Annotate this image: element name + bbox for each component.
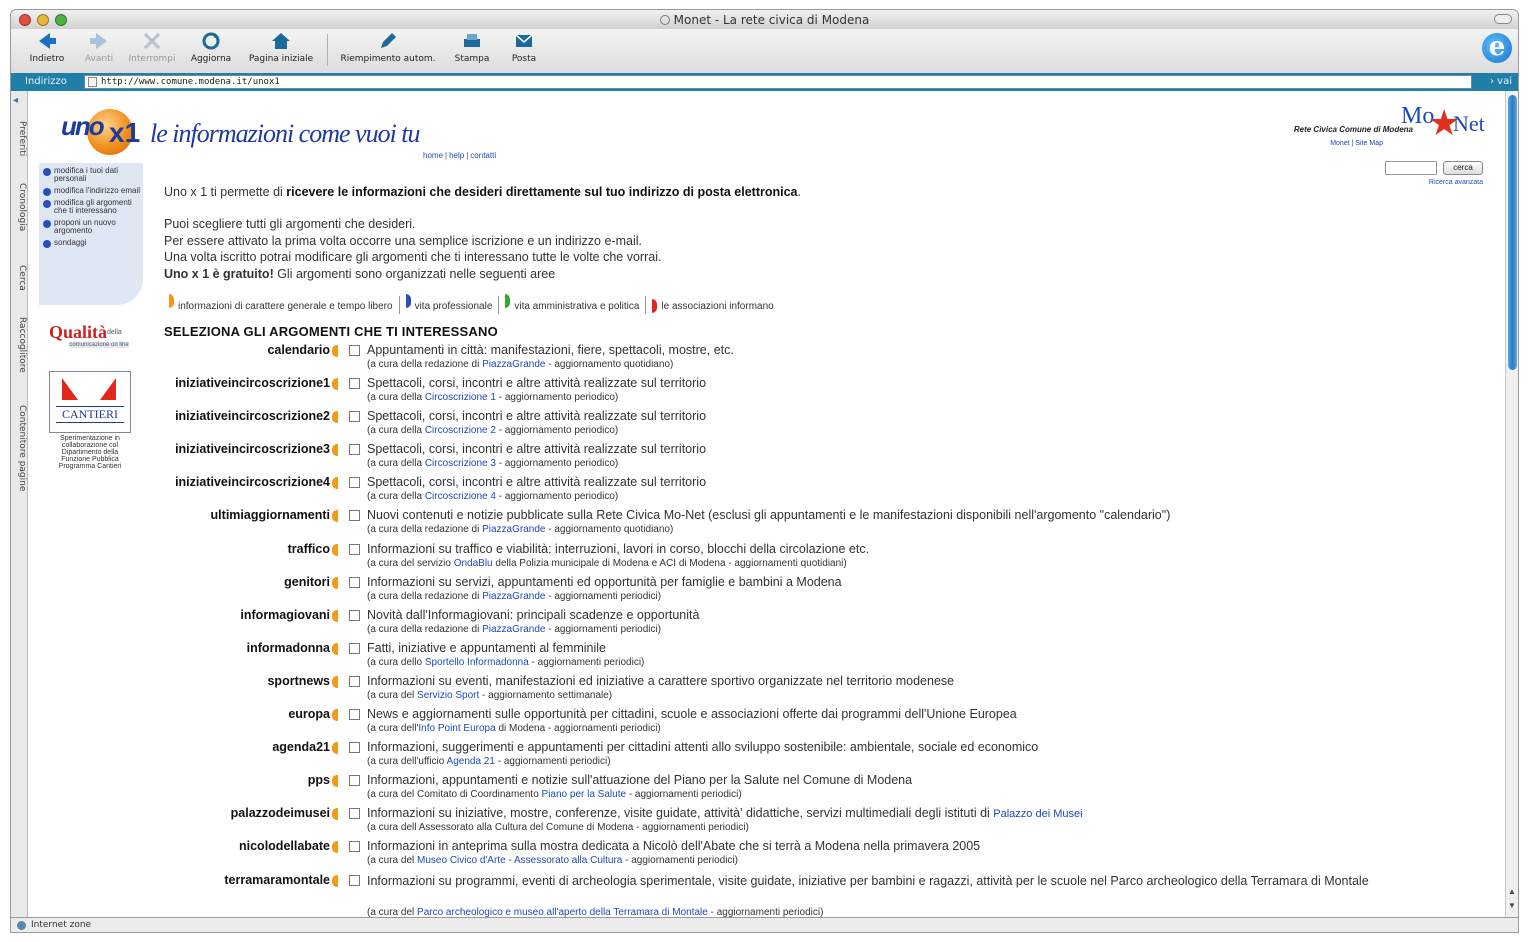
topic-row: [29, 872, 1505, 917]
topic-source-link[interactable]: Parco archeologico e museo all'aperto della Terramara di Montale: [417, 906, 708, 917]
topic-source-link[interactable]: Info Point Europa: [418, 723, 496, 735]
back-arrow-icon: [36, 31, 58, 51]
topic-source: [367, 624, 661, 635]
window-title: [11, 13, 1518, 27]
scrollbar-thumb[interactable]: [1508, 95, 1517, 370]
topic-arrow-icon: [332, 643, 338, 655]
topic-arrow-icon: [332, 510, 338, 522]
web-page: [29, 91, 1505, 917]
topic-name: calendario: [267, 343, 330, 357]
topic-description: [367, 839, 980, 853]
menu-item-label: modifica i tuoi dati personali: [54, 166, 119, 183]
search-button[interactable]: cerca: [1443, 161, 1483, 175]
intro-tail: .: [797, 185, 801, 199]
unox1-logo[interactable]: [61, 103, 139, 159]
topic-arrow-icon: [332, 577, 338, 589]
topic-checkbox[interactable]: [349, 808, 360, 819]
topic-source-prefix: (a cura del servizio: [367, 557, 454, 569]
topic-source: [367, 822, 749, 833]
topic-name: informagiovani: [240, 607, 330, 622]
area-separator: [498, 296, 499, 314]
link-contatti[interactable]: contatti: [470, 151, 497, 160]
topic-description: [367, 674, 954, 688]
tab-raccoglitore[interactable]: Raccoglitore: [17, 317, 27, 373]
menu-item-modifica-dati[interactable]: [43, 167, 140, 183]
printer-icon: [461, 31, 483, 51]
topic-description-text: Spettacoli, corsi, incontri e altre attività realizzate sul territorio: [367, 376, 707, 391]
topic-arrow-icon: [332, 676, 338, 688]
bullet-icon: [43, 220, 51, 228]
globe-icon: [17, 921, 26, 930]
topic-name: genitori: [284, 574, 330, 589]
topic-description-text: News e aggiornamenti sulle opportunità per cittadini, scuole e associazioni offerte dai programmi dell'Unione Europea: [367, 707, 1017, 722]
topic-source: [367, 524, 673, 535]
topic-row: [29, 773, 1505, 806]
topic-checkbox[interactable]: [349, 577, 360, 588]
topic-arrow-icon: [332, 709, 338, 721]
topic-name: agenda21: [272, 740, 330, 755]
topic-name: iniziativeincircoscrizione1: [175, 376, 330, 391]
topic-row: [29, 343, 1505, 376]
topic-description-text: Appuntamenti in città: manifestazioni, fiere, spettacoli, mostre, etc.: [367, 343, 734, 357]
topic-description-text: Spettacoli, corsi, incontri e altre attività realizzate sul territorio: [367, 409, 707, 424]
topic-source-suffix: - aggiornamenti periodici): [626, 789, 742, 801]
topic-description-text: Informazioni su eventi, manifestazioni ed iniziative a carattere sportivo organizzate nel territorio modenese: [367, 673, 955, 688]
topic-source-link[interactable]: Circoscrizione 2: [424, 425, 496, 437]
topic-source-suffix: - aggiornamenti periodici): [494, 756, 611, 768]
topic-arrow-icon: [332, 378, 338, 390]
topic-checkbox[interactable]: [349, 875, 360, 886]
area-marker-icon: [652, 299, 657, 313]
stop-x-icon: [141, 31, 163, 51]
topic-row: [29, 475, 1505, 508]
topic-source-suffix: della Polizia municipale di Modena e ACI di Modena - aggiornamenti quotidiani): [492, 557, 847, 569]
topic-source-link[interactable]: PiazzaGrande: [482, 590, 546, 602]
topic-source-prefix: (a cura della: [367, 491, 425, 503]
autofill-pencil-icon: [377, 31, 399, 51]
topic-source-suffix: - aggiornamenti periodici): [707, 906, 824, 917]
window-titlebar: [10, 9, 1519, 29]
topic-source: [367, 789, 742, 800]
mail-button[interactable]: [505, 31, 543, 64]
topic-source: [367, 855, 738, 866]
logo-uno-text: uno: [61, 111, 103, 141]
topic-description: [367, 806, 1083, 820]
monet-logo[interactable]: [1395, 103, 1493, 147]
tab-contenitore-pagine[interactable]: Contenitore pagine: [17, 405, 27, 492]
window-title-text: Monet - La rete civica di Modena: [673, 13, 870, 27]
menu-item-label: sondaggi: [54, 238, 87, 247]
area-label: vita amministrativa e politica: [514, 301, 640, 312]
topic-name: nicolodellabate: [239, 839, 330, 854]
topics-list: [29, 343, 1505, 917]
topic-name: pps: [307, 773, 330, 788]
topic-source-link[interactable]: Museo Civico d'Arte - Assessorato alla Cultura: [417, 855, 623, 867]
topic-source-prefix: (a cura dell'ufficio: [367, 756, 447, 768]
topic-description-text: Fatti, iniziative e appuntamenti al femminile: [367, 640, 607, 655]
address-bar: [10, 73, 1519, 91]
areas-legend: [169, 296, 780, 318]
top-links: home | help | contatti: [423, 151, 497, 160]
forward-label: Avanti: [84, 54, 114, 64]
topic-row: [29, 839, 1505, 872]
topic-row: [29, 442, 1505, 475]
topic-source-link[interactable]: Servizio Sport: [417, 689, 480, 701]
topic-source: [367, 392, 618, 403]
topic-checkbox[interactable]: [349, 676, 360, 687]
menu-item-modifica-email[interactable]: [43, 187, 140, 195]
tab-preferiti[interactable]: Preferiti: [17, 121, 27, 157]
topic-source-suffix: - aggiornamento periodico): [495, 491, 619, 503]
topic-source-prefix: (a cura della redazione di: [367, 623, 483, 635]
rete-civica-label: Rete Civica Comune di Modena: [1293, 125, 1413, 134]
toolbar-separator: [327, 34, 328, 66]
address-url: http://www.comune.modena.it/unox1: [101, 77, 280, 87]
star-icon: ★: [1428, 102, 1461, 143]
topic-description: [367, 343, 734, 357]
topic-checkbox[interactable]: [349, 742, 360, 753]
topic-row: [29, 806, 1505, 839]
area-marker-icon: [406, 294, 411, 308]
topic-arrow-icon: [332, 775, 338, 787]
monet-branding: [1243, 102, 1493, 186]
mail-label: Posta: [511, 54, 537, 64]
topic-name: palazzodeimusei: [230, 806, 330, 821]
explorer-side-tabs: [10, 91, 28, 917]
topic-description: [367, 740, 1038, 754]
topic-source: [367, 657, 644, 668]
page-icon: [88, 77, 97, 87]
instruction-line: Puoi scegliere tutti gli argomenti che desideri.: [164, 217, 416, 231]
qualita-subtitle: comunicazione on line: [69, 342, 129, 348]
stop-button[interactable]: [127, 31, 177, 64]
refresh-label: Aggiorna: [190, 54, 232, 64]
topic-source: [367, 591, 661, 602]
home-label: Pagina iniziale: [248, 54, 314, 64]
topic-source-suffix: - aggiornamenti periodici): [545, 590, 662, 602]
topic-source-prefix: (a cura della redazione di: [367, 359, 483, 370]
topic-name: informadonna: [246, 640, 330, 655]
topic-arrow-icon: [332, 808, 338, 820]
area-separator: [645, 296, 646, 314]
topic-source-suffix: - aggiornamenti periodici): [528, 656, 645, 668]
topic-source-prefix: (a cura del: [367, 906, 418, 917]
monet-logo-mo: Mo: [1401, 103, 1435, 129]
collapse-arrow-icon[interactable]: ◂: [13, 95, 19, 106]
topic-row: [29, 409, 1505, 442]
topic-source-link[interactable]: Piano per la Salute: [541, 789, 627, 801]
topic-source-link[interactable]: PiazzaGrande: [482, 623, 546, 635]
topic-row: [29, 740, 1505, 773]
topic-name: ultimiaggiornamenti: [210, 508, 330, 523]
status-bar: [10, 917, 1519, 933]
print-button[interactable]: [451, 31, 493, 64]
topic-row: [29, 674, 1505, 707]
topic-description: [367, 575, 842, 589]
topic-description: [367, 508, 1170, 522]
topic-row: [29, 641, 1505, 674]
globe-icon: [660, 15, 670, 25]
topic-arrow-icon: [332, 875, 338, 887]
topic-row: [29, 575, 1505, 608]
address-label: Indirizzo: [25, 76, 67, 87]
topic-description-text: Informazioni in anteprima sulla mostra dedicata a Nicolò dell'Abate che si terrà a Modena nella primavera 2005: [367, 839, 981, 854]
topic-arrow-icon: [332, 444, 338, 456]
topic-arrow-icon: [332, 345, 338, 357]
topic-source-prefix: (a cura della: [367, 458, 425, 470]
topic-source-link[interactable]: Circoscrizione 3: [424, 458, 496, 470]
topic-description-text: Informazioni su servizi, appuntamenti ed opportunità per famiglie e bambini a Modena: [367, 574, 842, 589]
topic-name: europa: [288, 707, 330, 722]
print-label: Stampa: [454, 54, 490, 64]
instruction-line: Per essere attivato la prima volta occorre una semplice iscrizione e un indirizzo e-mail.: [164, 233, 642, 248]
topic-source-suffix: - aggiornamento quotidiano): [545, 359, 674, 370]
stop-label: Interrompi: [128, 54, 176, 64]
topic-source-prefix: (a cura del: [367, 855, 418, 867]
internet-explorer-logo-icon: e: [1482, 33, 1512, 63]
topic-source-prefix: (a cura dell': [367, 723, 419, 735]
topic-source: [367, 425, 618, 436]
instruction-line-rest: Gli argomenti sono organizzati nelle seguenti aree: [273, 266, 556, 281]
topic-checkbox[interactable]: [349, 378, 360, 389]
vertical-scrollbar[interactable]: [1505, 91, 1519, 917]
instruction-line: Una volta iscritto potrai modificare gli argomenti che ti interessano tutte le volte che vorrai.: [164, 250, 662, 264]
area-legend-item: [406, 296, 500, 314]
toolbar-toggle-button[interactable]: [1494, 14, 1512, 24]
topic-name: sportnews: [267, 673, 330, 688]
refresh-button[interactable]: [187, 31, 235, 64]
topic-arrow-icon: [332, 544, 338, 556]
topic-row: [29, 376, 1505, 409]
topic-name: traffico: [287, 541, 330, 556]
forward-arrow-icon: [88, 31, 110, 51]
topic-description-text: Spettacoli, corsi, incontri e altre attività realizzate sul territorio: [367, 475, 707, 490]
topic-source-prefix: (a cura della redazione di: [367, 590, 483, 602]
topic-arrow-icon: [332, 841, 338, 853]
topic-description: [367, 641, 606, 655]
topic-checkbox[interactable]: [349, 709, 360, 720]
topic-source-suffix: - aggiornamento quotidiano): [545, 524, 674, 536]
topic-checkbox[interactable]: [349, 643, 360, 654]
slogan: le informazioni come vuoi tu: [150, 119, 420, 148]
topic-checkbox[interactable]: [349, 775, 360, 786]
topic-arrow-icon: [332, 610, 338, 622]
topic-checkbox[interactable]: [349, 841, 360, 852]
topic-name: iniziativeincircoscrizione3: [175, 442, 330, 457]
topic-description: [367, 409, 706, 423]
topic-description-text: Informazioni, appuntamenti e notizie sull'attuazione del Piano per la Salute nel Comune di Modena: [367, 773, 913, 788]
mail-envelope-icon: [513, 31, 535, 51]
monet-links: Monet | Site Map: [1330, 140, 1383, 147]
topic-description: [367, 608, 699, 622]
topic-checkbox[interactable]: [349, 510, 360, 521]
topic-checkbox[interactable]: [349, 477, 360, 488]
topic-description: [367, 376, 706, 390]
topic-description-text: Informazioni, suggerimenti e appuntamenti per cittadini attenti allo sviluppo sostenibile: ambientale, sociale ed economico: [367, 740, 1039, 755]
topic-description-link[interactable]: Palazzo dei Musei: [993, 808, 1083, 821]
topic-description: [367, 475, 706, 489]
topic-source-prefix: (a cura dell Assessorato alla Cultura del Comune di Modena - aggiornamenti periodici): [367, 822, 749, 834]
topic-description: [367, 873, 1497, 890]
cantieri-description: Sperimentazione in collaborazione col Dipartimento della Funzione Pubblica Programma Cantieri: [58, 435, 122, 470]
area-label: informazioni di carattere generale e tempo libero: [178, 301, 393, 312]
area-label: vita professionale: [414, 301, 493, 312]
bullet-icon: [43, 168, 51, 176]
topic-name: terramaramontale: [224, 872, 330, 887]
back-label: Indietro: [29, 54, 65, 64]
topic-source-suffix: di Modena - aggiornamenti periodici): [495, 723, 661, 735]
area-marker-icon: [169, 294, 174, 308]
topic-source-link[interactable]: Agenda 21: [446, 756, 495, 768]
topic-source-link[interactable]: OndaBlu: [453, 557, 493, 569]
link-monet[interactable]: Monet: [1330, 140, 1350, 147]
topic-source-prefix: (a cura della redazione di: [367, 524, 483, 536]
topic-name: iniziativeincircoscrizione4: [175, 475, 330, 490]
topic-source-prefix: (a cura della: [367, 425, 425, 437]
home-button[interactable]: [243, 31, 319, 64]
status-text: Internet zone: [31, 920, 92, 930]
topic-description-text: Informazioni su programmi, eventi di archeologia sperimentale, visite guidate, iniziative per bambini e ragazzi, attività per le scuole nel Parco archeologico della Terramara di Montale: [367, 873, 1369, 888]
topic-source-suffix: - aggiornamento settimanale): [479, 689, 613, 701]
instruction-line: [164, 266, 1164, 283]
link-help[interactable]: help: [449, 151, 465, 160]
home-icon: [270, 31, 292, 51]
area-separator: [399, 296, 400, 314]
topic-source: [367, 491, 618, 502]
topic-source-suffix: - aggiornamento periodico): [495, 425, 619, 437]
menu-item-sondaggi[interactable]: [43, 239, 140, 247]
area-legend-item: [169, 296, 400, 314]
topic-row: [29, 707, 1505, 740]
left-menu: [39, 163, 143, 305]
topic-source: [367, 458, 618, 469]
topic-source: [367, 756, 611, 767]
area-legend-item: [652, 301, 773, 312]
intro-text: [164, 185, 1364, 199]
scroll-down-arrow-icon[interactable]: ▼: [1508, 901, 1516, 910]
topic-source-link[interactable]: Circoscrizione 1: [424, 392, 496, 404]
topic-description-text: Novità dall'Informagiovani: principali scadenze e opportunità: [367, 607, 700, 622]
bullet-icon: [43, 188, 51, 196]
refresh-icon: [200, 31, 222, 51]
browser-toolbar: [10, 29, 1519, 73]
link-home[interactable]: home: [423, 151, 444, 160]
menu-item-label: modifica l'indirizzo email: [54, 186, 140, 195]
topic-source-suffix: - aggiornamento periodico): [495, 458, 619, 470]
topic-description-text: Informazioni su iniziative, mostre, conferenze, visite guidate, attività' didattiche, servizi multimediali degli istituti di: [367, 806, 994, 821]
topic-source: [367, 690, 612, 701]
topic-source-link[interactable]: PiazzaGrande: [482, 359, 546, 370]
topic-description-text: Informazioni su traffico e viabilità: interruzioni, lavori in corso, blocchi della circolazione etc.: [367, 541, 870, 556]
menu-item-label: modifica gli argomenti che ti interessano: [54, 198, 132, 215]
bullet-icon: [43, 240, 51, 248]
search-input[interactable]: [1385, 161, 1437, 175]
area-legend-item: [505, 296, 646, 314]
topic-row: [29, 508, 1505, 541]
topic-row: [29, 542, 1505, 575]
menu-item-modifica-argomenti[interactable]: [43, 199, 140, 215]
topic-checkbox[interactable]: [349, 444, 360, 455]
topic-description: [367, 707, 1017, 721]
scroll-up-arrow-icon[interactable]: ▲: [1508, 887, 1516, 896]
tab-cronologia[interactable]: Cronologia: [17, 183, 27, 232]
area-label: le associazioni informano: [661, 301, 774, 312]
topic-checkbox[interactable]: [349, 544, 360, 555]
autofill-button[interactable]: [335, 31, 441, 64]
topic-checkbox[interactable]: [349, 610, 360, 621]
topic-source-prefix: (a cura dello: [367, 656, 425, 668]
logo-x1-text: x1: [109, 117, 141, 148]
instructions-paragraph: [164, 216, 1164, 282]
go-label: vai: [1497, 76, 1512, 87]
topic-description: [367, 442, 706, 456]
topic-checkbox[interactable]: [349, 411, 360, 422]
topic-source-suffix: - aggiornamenti periodici): [622, 855, 738, 867]
topic-description: [367, 773, 912, 787]
menu-item-label: proponi un nuovo argomento: [54, 218, 116, 235]
topic-description: [367, 542, 869, 556]
topic-checkbox[interactable]: [349, 345, 360, 356]
topic-source: [367, 558, 847, 569]
topic-source-prefix: (a cura della: [367, 392, 425, 404]
topic-source-prefix: (a cura del Comitato di Coordinamento: [367, 789, 542, 801]
bullet-icon: [43, 200, 51, 208]
topic-source-prefix: (a cura del: [367, 689, 418, 701]
topic-name: iniziativeincircoscrizione2: [175, 409, 330, 424]
gratuito-bold: Uno x 1 è gratuito!: [164, 266, 274, 281]
topic-description-text: Nuovi contenuti e notizie pubblicate sulla Rete Civica Mo-Net (esclusi gli appuntamenti e le manifestazioni disponibili nell'argomento "calendario"): [367, 508, 1171, 523]
tab-cerca[interactable]: Cerca: [17, 265, 27, 291]
topic-source: [367, 359, 673, 370]
cantieri-label: CANTIERI: [56, 406, 124, 423]
topic-source-suffix: - aggiornamenti periodici): [545, 623, 662, 635]
topic-source: [367, 723, 661, 734]
monet-logo-net: Net: [1453, 111, 1485, 136]
topic-arrow-icon: [332, 477, 338, 489]
topic-description-text: Spettacoli, corsi, incontri e altre attività realizzate sul territorio: [367, 442, 707, 457]
forward-button[interactable]: [79, 31, 119, 64]
go-button[interactable]: › vai: [1489, 76, 1512, 87]
topic-source-link[interactable]: Circoscrizione 4: [424, 491, 496, 503]
qualita-della: della: [107, 329, 122, 336]
link-site-map[interactable]: Site Map: [1355, 140, 1383, 147]
back-button[interactable]: [25, 31, 69, 64]
autofill-label: Riempimento autom.: [340, 54, 436, 64]
advanced-search-link[interactable]: Ricerca avanzata: [1428, 179, 1483, 186]
topic-arrow-icon: [332, 411, 338, 423]
section-heading: SELEZIONA GLI ARGOMENTI CHE TI INTERESSANO: [164, 324, 498, 339]
topic-source-link[interactable]: PiazzaGrande: [482, 524, 546, 536]
address-input[interactable]: [84, 75, 1472, 89]
qualita-title: Qualità: [49, 322, 108, 342]
topic-arrow-icon: [332, 742, 338, 754]
topic-source-suffix: - aggiornamento periodico): [495, 392, 619, 404]
intro-bold: ricevere le informazioni che desideri direttamente sul tuo indirizzo di posta elettronica: [286, 185, 798, 199]
topic-source: [367, 907, 823, 918]
menu-item-proponi-argomento[interactable]: [43, 219, 140, 235]
topic-source-link[interactable]: Sportello Informadonna: [424, 656, 529, 668]
intro-lead: Uno x 1 ti permette di: [164, 185, 287, 199]
topic-row: [29, 608, 1505, 641]
area-marker-icon: [505, 294, 510, 308]
